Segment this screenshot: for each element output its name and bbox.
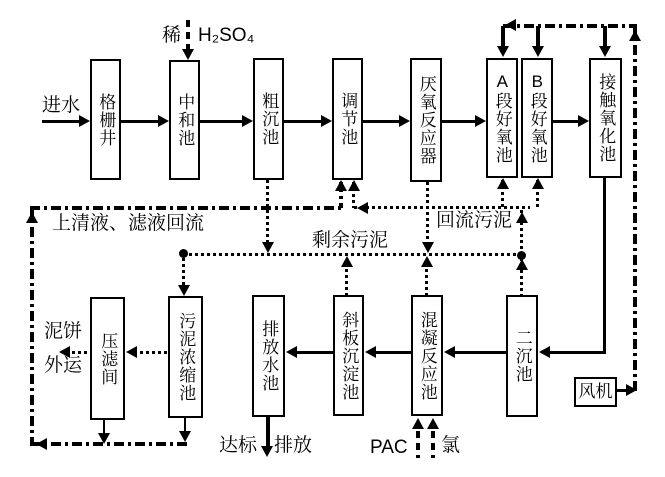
arrowhead-air-up [629,30,641,41]
air-line-right [633,24,637,392]
arrowhead-chlorine [427,418,439,429]
arrowhead-to-coarse [242,115,253,127]
standard-label: 达标 [219,435,258,456]
box-coagulation-reaction-tank: 混凝反应池 [411,295,443,416]
arrowhead-into-thickener [178,285,190,296]
sludge-drop-coarse-sed [266,180,269,246]
mud-cake-label: 泥饼 [44,321,83,342]
arrowhead-to-neutralization [158,115,169,127]
box-inclined-plate-sedimentation-tank: 斜板沉淀池 [333,295,364,416]
excess-sludge-label: 剩余污泥 [312,230,389,251]
box-filter-press-room: 压滤间 [90,297,125,420]
sludge-riser-coagulation [425,263,428,295]
arrowhead-inclined-sludge [341,256,353,267]
influent-label: 进水 [42,95,81,116]
arrowhead-to-regulating [321,115,332,127]
return-sludge-label: 回流污泥 [436,210,513,231]
pac-dosing-line [416,431,420,458]
air-feed-aerobic-a [501,26,505,48]
arrowhead-return-sludge-left [357,202,368,214]
air-feed-aerobic-b [536,26,540,48]
box-blower: 风机 [574,377,617,407]
flow-line-to-secondary-sed [548,351,606,354]
box-neutralization-tank: 中和池 [169,60,200,180]
box-coarse-sedimentation-tank: 粗沉池 [253,58,284,180]
sludge-riser-inclined-plate [345,263,348,295]
box-aerobic-tank-b: B段好氧池 [521,58,553,178]
air-line-top [503,24,637,28]
return-line-top-horizontal [30,206,341,210]
flow-line-coagulation-to-inclined [374,351,411,354]
box-sludge-thickening-tank: 污泥浓缩池 [168,296,203,418]
arrowhead-air-into-aerobic-a [497,46,509,57]
arrowhead-sludge-into-aerobic-b [532,178,544,189]
arrowhead-into-inclined [365,346,376,358]
flow-line-coarse-to-regulating [284,120,322,123]
pac-label: PAC [370,437,408,458]
sludge-line-thickener-to-press [134,351,168,354]
arrowhead-sludge-riser-top [516,212,528,223]
arrowhead-coarse-sludge [262,242,274,253]
box-anaerobic-reactor: 厌氧反应器 [410,58,442,182]
flow-line-aerobic-b-to-contact [553,120,579,123]
arrowhead-anaerobic-sludge [422,242,434,253]
arrowhead-air-into-aerobic-b [532,46,544,57]
flow-line-neutralization-to-coarse [200,120,243,123]
arrowhead-return-bottom-left [36,438,47,450]
chlorine-dosing-line [431,431,435,458]
supernatant-filtrate-return-label: 上清液、滤液回流 [52,213,205,234]
transport-out-label: 外运 [44,355,83,376]
box-discharge-water-tank: 排放水池 [252,295,285,417]
flow-line-secondary-to-coagulation [452,351,506,354]
dilute-label: 稀 [162,25,182,46]
excess-sludge-drop-thickener [182,258,185,288]
arrowhead-pac [412,418,424,429]
sludge-junction-dot-left [179,249,188,258]
arrowhead-into-discharge-tank [286,346,297,358]
arrowhead-to-aerobic-a [475,115,486,127]
flow-line-anaerobic-to-aerobic-a [442,120,476,123]
discharge-label: 排放 [274,435,313,456]
arrowhead-sludge-below-junction [516,259,528,270]
flow-line-influent [42,120,80,123]
h2so4-label: H₂SO₄ [198,25,255,46]
arrowhead-influent [79,115,90,127]
discharge-down-line [266,417,270,447]
arrowhead-to-contact [578,115,589,127]
box-regulating-tank: 调节池 [332,58,363,180]
arrowhead-sludge-into-aerobic-a [497,178,509,189]
sludge-drop-anaerobic [426,182,429,244]
box-secondary-sedimentation-tank: 二沉池 [506,295,538,417]
arrowhead-into-coagulation [444,346,455,358]
arrowhead-filtrate-drop [98,433,110,444]
arrowhead-into-filter-press [126,346,137,358]
arrowhead-coagulation-sludge [421,256,433,267]
arrowhead-discharge [261,446,273,457]
chlorine-label: 氯 [441,435,461,456]
air-feed-contact [603,26,607,48]
box-grid-well: 格栅井 [90,59,121,180]
arrowhead-to-anaerobic [399,115,410,127]
arrowhead-sludge-into-regulating [348,180,360,191]
arrowhead-into-secondary-sed [539,346,550,358]
box-contact-oxidation-tank: 接触氧化池 [589,58,622,178]
arrowhead-supernatant-drop [179,431,191,442]
arrowhead-return-up [26,212,38,223]
arrowhead-return-into-regulating [335,180,347,191]
flow-line-inclined-to-discharge [294,351,333,354]
arrowhead-blower-outlet [626,384,637,396]
arrowhead-air-left-end [505,19,516,31]
arrowhead-acid-into-neutralization [182,49,194,60]
acid-dosing-line [186,20,190,50]
flow-line-gridwell-to-neutralization [121,120,159,123]
return-line-left-vertical [30,206,34,446]
flow-line-contact-down [603,178,606,354]
arrowhead-air-into-contact [599,46,611,57]
flow-line-regulating-to-anaerobic [363,120,400,123]
box-aerobic-tank-a: A段好氧池 [486,58,518,178]
